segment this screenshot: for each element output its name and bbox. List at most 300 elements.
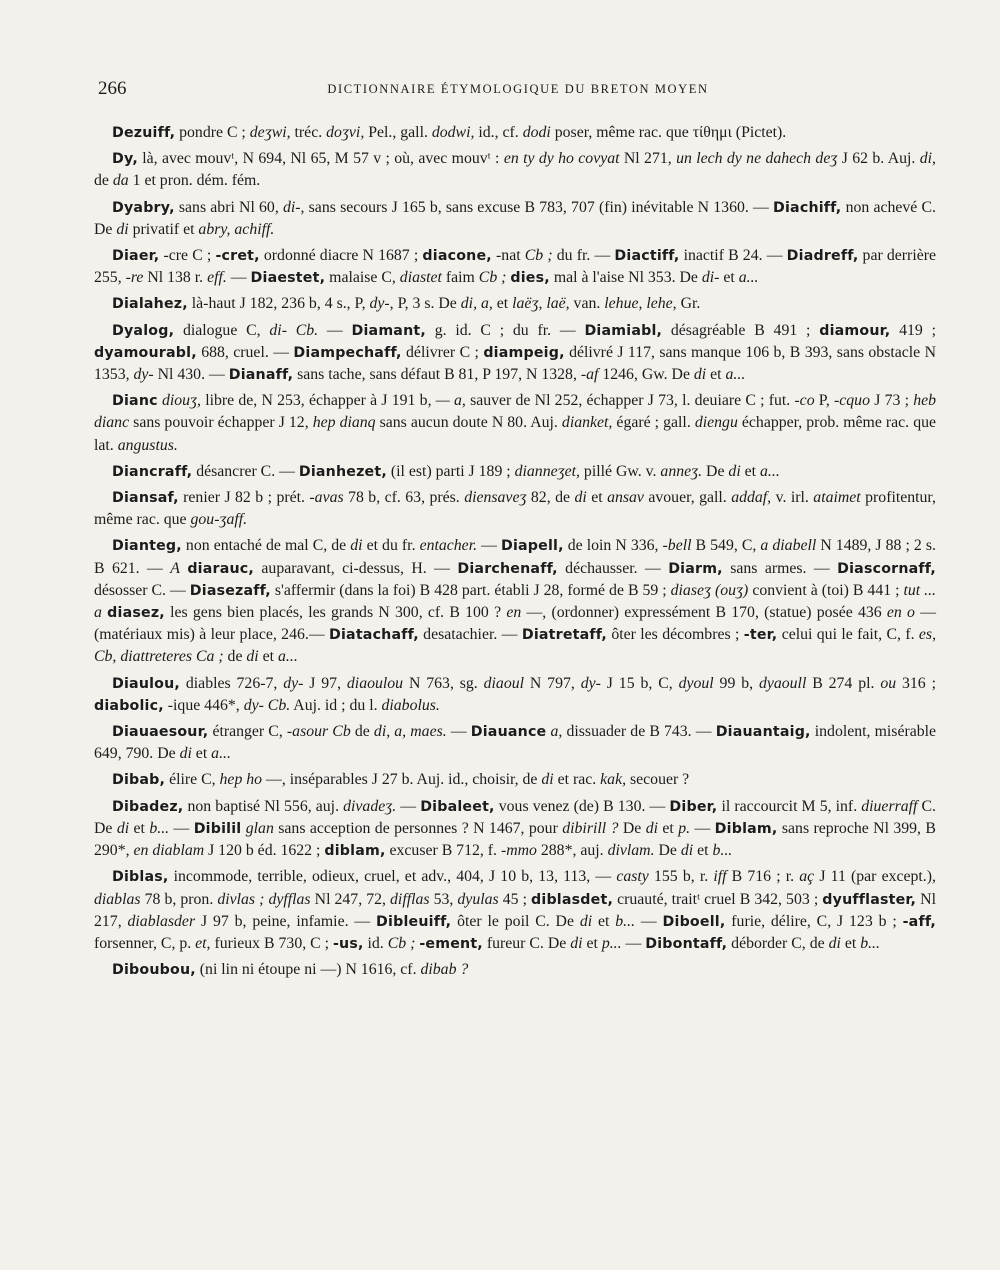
italic-text: b... (712, 842, 733, 860)
headword: Diascornaff, (837, 560, 936, 577)
entry-text: désancrer C. — (192, 462, 299, 480)
italic-text: di (570, 934, 583, 952)
italic-text: a... (725, 366, 746, 384)
headword: Dyabry, (112, 199, 175, 216)
headword: dyufflaster, (822, 891, 917, 908)
italic-text: Cb ; (524, 247, 553, 265)
headword: -ter, (743, 627, 778, 644)
headword: Dianhezet, (298, 463, 387, 480)
italic-text: casty (616, 868, 649, 886)
italic-text: un lech dy ne dahech deʒ (676, 150, 838, 168)
entry-text: 1 et pron. dém. fém. (128, 172, 261, 190)
headword: diblam, (324, 843, 386, 860)
italic-text: diastet (399, 269, 442, 287)
entry-text: furie, délire, C, J 123 b ; (725, 912, 903, 930)
italic-text: Cb ; (478, 269, 507, 287)
entry-text: — (477, 537, 501, 555)
headword: Dyalog, (112, 322, 175, 339)
entry-text: pondre C ; (175, 124, 250, 141)
entry-text: égaré ; gall. (612, 414, 695, 432)
italic-text: hep dianq (312, 414, 376, 432)
entry-text: J 62 b. Auj. (837, 150, 920, 168)
entry-text: — (226, 269, 251, 287)
italic-text: b... (149, 819, 170, 837)
headword: -ement, (419, 935, 483, 952)
italic-text: diengu (694, 414, 738, 432)
italic-text: dyoul (678, 674, 714, 692)
italic-text: laëʒ, laë, (512, 295, 570, 313)
italic-text: es, Cb, diattreteres Ca ; (94, 626, 937, 666)
entry-text: vous venez (de) B 130. — (494, 797, 670, 815)
entry-text: de (350, 723, 374, 741)
headword: Diboubou, (112, 962, 196, 979)
running-title: DICTIONNAIRE ÉTYMOLOGIQUE DU BRETON MOYEN (327, 82, 709, 96)
entry-text: desatachier. — (418, 626, 522, 644)
italic-text: di (350, 537, 363, 555)
italic-text: en (506, 604, 522, 622)
entry-text: inactif B 24. — (679, 247, 787, 265)
italic-text: en o (886, 604, 915, 622)
italic-text: eff. (207, 269, 227, 287)
entry-text: De (618, 819, 646, 837)
italic-text: diaoul (483, 674, 525, 692)
entry-text: libre de, N 253, échapper à J 191 b, (201, 392, 436, 410)
headword: Dibaleet, (420, 798, 495, 815)
italic-text: da (112, 172, 129, 190)
italic-text: -cquo (834, 392, 870, 410)
headword: Dibilil (193, 820, 242, 837)
headword: Diapell, (500, 538, 564, 555)
italic-text: di (179, 745, 192, 763)
headword: diblasdet, (531, 891, 614, 908)
entry-text: id. (363, 934, 388, 952)
italic-text: di (541, 771, 554, 789)
headword: diacone, (422, 248, 492, 265)
italic-text: divadeʒ. (343, 797, 397, 815)
headword: diarauc, (187, 560, 254, 577)
entry-text: sans pouvoir échapper J 12, (129, 414, 313, 432)
entry-text: sans armes. — (722, 559, 838, 577)
italic-text: diensaveʒ (464, 489, 527, 507)
entry-text: 288*, auj. (536, 842, 608, 860)
entry-text: excuser B 712, f. (385, 842, 501, 860)
entry-text: forsenner, C, p. (94, 934, 196, 952)
entry-text: et (492, 295, 513, 313)
entry-text: délivrer C ; (401, 343, 484, 361)
headword: Diansaf, (112, 490, 179, 507)
headword: Dianc (112, 393, 158, 410)
dictionary-entry (94, 461, 936, 483)
entry-text: -ique 446*, (163, 696, 244, 714)
entry-text: (ni lin ni étoupe ni —) N 1616, cf. (195, 961, 421, 979)
headword: Diboell, (662, 913, 726, 930)
italic-text: diaoulou (346, 674, 404, 692)
entry-text: sans acception de personnes ? N 1467, pour (273, 819, 563, 837)
headword: Dibab, (112, 772, 166, 789)
headword: diamour, (819, 322, 891, 339)
italic-text: di- (701, 269, 720, 287)
entry-text: s'affermir (dans la foi) B 428 part. établi J 28, formé de B 59 ; (270, 581, 671, 599)
entry-text: faim (441, 269, 479, 287)
entry-text: — (169, 819, 194, 837)
entry-text: fureur C. De (482, 934, 571, 952)
entry-text: B 716 ; r. (726, 868, 800, 886)
italic-text: di (579, 912, 593, 930)
headword: Diaestet, (250, 270, 326, 287)
entry-text: délivré J 117, sans manque 106 b, B 393, sans obstacle N 1353, (94, 343, 936, 384)
entry-text: 99 b, (713, 674, 759, 692)
entry-text: celui qui le fait, C, f. (777, 626, 919, 644)
italic-text: dibirill ? (562, 819, 619, 837)
italic-text: di- Cb. (269, 321, 319, 339)
italic-text: ansav (607, 489, 644, 507)
italic-text: di-, (282, 198, 305, 216)
headword: Diamiabl, (584, 322, 663, 339)
headword: Dianteg, (112, 538, 182, 555)
dictionary-entry (94, 245, 936, 289)
headword: Diasezaff, (189, 582, 271, 599)
entry-text: non entaché de mal C, de (181, 537, 351, 555)
entry-text: sans secours J 165 b, sans excuse B 783, 707 (fin) inévitable N 1360. — (304, 198, 774, 216)
headword: Dibadez, (112, 798, 184, 815)
entry-text: et (582, 934, 602, 952)
entry-text: 78 b, cf. 63, prés. (343, 489, 465, 507)
headword: Diarm, (668, 560, 723, 577)
entry-text: Nl 217, (94, 890, 936, 930)
italic-text: -co (794, 392, 815, 410)
italic-text: -re (125, 269, 144, 287)
italic-text: dyaoull (758, 674, 807, 692)
entry-text: Gr. (676, 295, 701, 313)
italic-text: p... (601, 934, 622, 952)
italic-text: ataimet (813, 489, 861, 507)
entry-text: Nl 247, 72, (310, 890, 391, 908)
headword: Diauaesour, (112, 724, 209, 741)
entry-text: renier J 82 b ; prét. (178, 489, 310, 507)
entry-text: B 274 pl. (806, 674, 881, 692)
entry-text: tréc. (290, 124, 327, 141)
dictionary-entry (94, 673, 936, 717)
italic-text: p. (678, 819, 691, 837)
italic-text: deʒwi, (249, 124, 291, 141)
entry-text: sans reproche Nl 399, B 290*, (94, 819, 936, 860)
entry-text: et (129, 819, 150, 837)
italic-text: dyulas (457, 890, 499, 908)
entry-text: -nat (491, 247, 525, 265)
italic-text: diabolus. (381, 696, 440, 714)
entry-text: — (635, 912, 663, 930)
italic-text: lehue, lehe, (604, 295, 677, 313)
entry-text: et (592, 912, 616, 930)
headword: Dibontaff, (645, 935, 728, 952)
italic-text: A (170, 559, 180, 577)
italic-text: diaseʒ (ouʒ) (670, 581, 749, 599)
italic-text: kak, (600, 771, 627, 789)
italic-text: di (116, 220, 129, 238)
headword: Dibleuiff, (376, 913, 452, 930)
entry-text: non baptisé Nl 556, auj. (183, 797, 344, 815)
headword: Diaer, (112, 248, 160, 265)
headword: Diachiff, (773, 199, 842, 216)
headword: Diarchenaff, (457, 560, 558, 577)
entry-text: J 97, (303, 674, 347, 692)
italic-text: di (645, 819, 658, 837)
italic-text: dy- (580, 674, 601, 692)
headword: Diactiff, (614, 248, 680, 265)
entry-text: De (654, 842, 681, 860)
dictionary-entry (94, 721, 936, 765)
entry-text: J 11 (par except.), (814, 868, 936, 886)
entry-text: ôter le poil C. De (451, 912, 580, 930)
entry-text: —, (ordonner) expressément B 170, (statue) posée 436 (521, 604, 887, 622)
entry-text: C. De (94, 797, 937, 837)
entry-text: dissuader de B 743. — (562, 723, 716, 741)
italic-text: angustus. (117, 436, 178, 454)
headword: Diatretaff, (521, 627, 607, 644)
entry-text: cruauté, traitᵗ cruel B 342, 503 ; (613, 890, 823, 908)
entry-text: 53, (429, 890, 458, 908)
entry-text: J 73 ; (869, 392, 914, 410)
entry-text: profitentur, même rac. que (94, 489, 937, 529)
headword: Diaulou, (112, 675, 181, 692)
italic-text: divlam. (607, 842, 655, 860)
italic-text: divlas ; dyfflas (217, 890, 311, 908)
entry-text: N 797, (524, 674, 581, 692)
entry-text: poser, même rac. que τίθημι (Pictet). (550, 124, 787, 141)
headword: Dialahez, (112, 296, 188, 313)
running-header (98, 78, 938, 102)
headword: Dy, (112, 151, 138, 168)
headword: diabolic, (94, 697, 164, 714)
headword: dyamourabl, (94, 344, 197, 361)
entry-text: auparavant, ci-dessus, H. — (254, 559, 458, 577)
italic-text: dy- (283, 674, 304, 692)
dictionary-entry (94, 122, 936, 144)
italic-text: -af (580, 366, 599, 384)
italic-text: tut ... a (94, 581, 936, 622)
italic-text: dibab ? (420, 961, 469, 979)
entry-text: étranger C, (208, 723, 287, 741)
italic-text: en ty dy ho covyat (503, 150, 620, 168)
italic-text: di (246, 648, 259, 666)
entry-text: et (840, 934, 861, 952)
italic-text: a... (278, 648, 298, 666)
italic-text: di (680, 842, 694, 860)
entry-text: — (318, 321, 352, 339)
italic-text: dy-, (369, 295, 394, 313)
italic-text: -asour Cb (286, 723, 351, 741)
entry-text: J 97 b, peine, infamie. — (195, 912, 377, 930)
italic-text: di (693, 366, 707, 384)
italic-text: dy- Cb. (243, 696, 291, 714)
entry-text: Auj. id ; du l. (290, 696, 382, 714)
dictionary-entry (94, 769, 936, 791)
entry-text: privatif et (128, 220, 199, 238)
headword: -us, (332, 935, 364, 952)
entry-text: P, 3 s. De (393, 295, 461, 313)
italic-text: di (116, 819, 130, 837)
entry-text: avouer, gall. (643, 489, 732, 507)
italic-text: dy- (133, 366, 154, 384)
italic-text: iff (713, 868, 727, 886)
dictionary-entry (94, 796, 936, 863)
italic-text: di (828, 934, 841, 952)
entry-text: et (719, 269, 739, 287)
entry-text: J 15 b, C, (600, 674, 679, 692)
entry-text: — (matériaux mis) à leur place, 246.— (94, 604, 937, 644)
entry-text: désosser C. — (94, 581, 190, 599)
dictionary-entry (94, 959, 936, 981)
headword: Diamant, (351, 322, 426, 339)
italic-text: aç (799, 868, 815, 886)
headword: -aff, (902, 913, 937, 930)
entry-text: dialogue C, (174, 321, 270, 339)
entry-text: par derrière 255, (94, 247, 936, 287)
headword: -cret, (215, 248, 260, 265)
entry-text: sans abri Nl 60, (174, 198, 283, 216)
entry-text: et (586, 489, 608, 507)
dictionary-entry (94, 535, 936, 668)
italic-text: diuerraff (861, 797, 918, 815)
italic-text: hep ho (219, 771, 263, 789)
entry-text: là-haut J 182, 236 b, 4 s., P, (187, 295, 370, 313)
entry-text: 316 ; (896, 674, 936, 692)
page-number: 266 (98, 78, 127, 99)
entry-text: De (702, 462, 729, 480)
entry-text: 419 ; (890, 321, 937, 339)
headword: Diblam, (714, 820, 778, 837)
italic-text: b... (860, 934, 880, 952)
italic-text: -bell (662, 537, 692, 555)
entry-text: Nl 271, (619, 150, 677, 168)
italic-text: difflas (390, 890, 430, 908)
italic-text: di, a, (460, 295, 493, 313)
headword: Dianaff, (228, 367, 294, 384)
italic-text: -mmo (500, 842, 537, 860)
entry-text: pillé Gw. v. (579, 462, 661, 480)
entry-text: là, avec mouvᵗ, N 694, Nl 65, M 57 v ; où, avec mouvᵗ : (137, 150, 504, 168)
entry-text: J 120 b éd. 1622 ; (204, 842, 325, 860)
entry-text: 688, cruel. — (196, 343, 294, 361)
entry-text: et (706, 366, 726, 384)
entry-text: de loin N 336, (563, 537, 663, 555)
entry-text: furieux B 730, C ; (210, 934, 333, 952)
entry-text: (il est) parti J 189 ; (386, 462, 515, 480)
entry-text: diables 726-7, (180, 674, 284, 692)
entry-text: et rac. (553, 771, 601, 789)
headword: Diadreff, (786, 248, 859, 265)
entry-text: échapper, prob. même rac. que lat. (94, 414, 936, 454)
entry-text: malaise C, (325, 269, 400, 287)
entry-text: sauver de Nl 252, échapper J 73, l. deuiare C ; fut. (465, 392, 795, 410)
headword: Diampechaff, (293, 344, 402, 361)
entry-text: 78 b, pron. (140, 890, 218, 908)
entry-text: secouer ? (626, 771, 690, 789)
entry-text: — (446, 723, 471, 741)
headword: diampeig, (483, 344, 565, 361)
entry-text: — (690, 819, 715, 837)
italic-text: di, a, maes. (373, 723, 447, 741)
entry-text: id., cf. (474, 124, 523, 141)
italic-text: a diabell (760, 537, 817, 555)
italic-text: a... (211, 745, 231, 763)
entry-text: et (693, 842, 713, 860)
entry-text: 82, de (526, 489, 575, 507)
entry-text: et (657, 819, 679, 837)
italic-text: Cb ; (387, 934, 416, 952)
dictionary-entries (94, 122, 936, 981)
headword: Diancraff, (112, 463, 193, 480)
entry-text: de (223, 648, 247, 666)
entry-text: — (396, 797, 421, 815)
entry-text: Nl 138 r. (143, 269, 208, 287)
italic-text: dianneʒet, (514, 462, 580, 480)
italic-text: entacher. (419, 537, 478, 555)
entry-text: 155 b, r. (648, 868, 714, 886)
italic-text: heb dianc (94, 392, 936, 432)
entry-text: 1246, Gw. De (598, 366, 694, 384)
entry-text: et (258, 648, 279, 666)
italic-text: -avas (309, 489, 344, 507)
entry-text: convient à (toi) B 441 ; (748, 581, 904, 599)
entry-text: mal à l'aise Nl 353. De (549, 269, 702, 287)
dictionary-entry (94, 197, 936, 241)
italic-text: abry, achiff. (198, 220, 275, 238)
italic-text: b... (615, 912, 636, 930)
dictionary-entry (94, 148, 936, 192)
dictionary-entry (94, 293, 936, 315)
italic-text: addaf, (731, 489, 772, 507)
entry-text: van. (569, 295, 605, 313)
entry-text: et (740, 462, 761, 480)
italic-text: a... (760, 462, 780, 480)
entry-text: Nl 430. — (153, 366, 229, 384)
entry-text: désagréable B 491 ; (662, 321, 820, 339)
italic-text: dodi (522, 124, 551, 141)
entry-text: 45 ; (498, 890, 532, 908)
dictionary-entry (94, 487, 936, 531)
italic-text: di (574, 489, 587, 507)
headword: Diblas, (112, 869, 169, 886)
entry-text: —, inséparables J 27 b. Auj. id., choisir, de (262, 771, 542, 789)
entry-text: -cre C ; (159, 247, 216, 265)
italic-text: di, (919, 150, 936, 168)
entry-text: indolent, misérable 649, 790. De (94, 723, 937, 763)
dictionary-entry (94, 866, 936, 955)
italic-text: dianket, (561, 414, 613, 432)
entry-text: N 763, sg. (403, 674, 484, 692)
italic-text: anneʒ. (660, 462, 703, 480)
entry-text: et du fr. (362, 537, 420, 555)
entry-text: élire C, (165, 771, 220, 789)
italic-text: en diablam (133, 842, 205, 860)
italic-text: ou (880, 674, 897, 692)
entry-text: et (191, 745, 212, 763)
headword: Diauance (470, 724, 547, 741)
italic-text: diablas (94, 890, 141, 908)
headword: diasez, (107, 605, 165, 622)
headword: Diauantaig, (715, 724, 811, 741)
entry-text: P, (814, 392, 835, 410)
entry-text: incommode, terrible, odieux, cruel, et adv., 404, J 10 b, 13, 113, — (168, 868, 617, 886)
entry-text: déchausser. — (557, 559, 669, 577)
entry-text: sans tache, sans défaut B 81, P 197, N 1328, (293, 366, 581, 384)
entry-text: il raccourcit M 5, inf. (717, 797, 862, 815)
entry-text: Pel., gall. (364, 124, 432, 141)
entry-text: du fr. — (552, 247, 615, 265)
dictionary-entry (94, 320, 936, 387)
entry-text: — (621, 934, 646, 952)
